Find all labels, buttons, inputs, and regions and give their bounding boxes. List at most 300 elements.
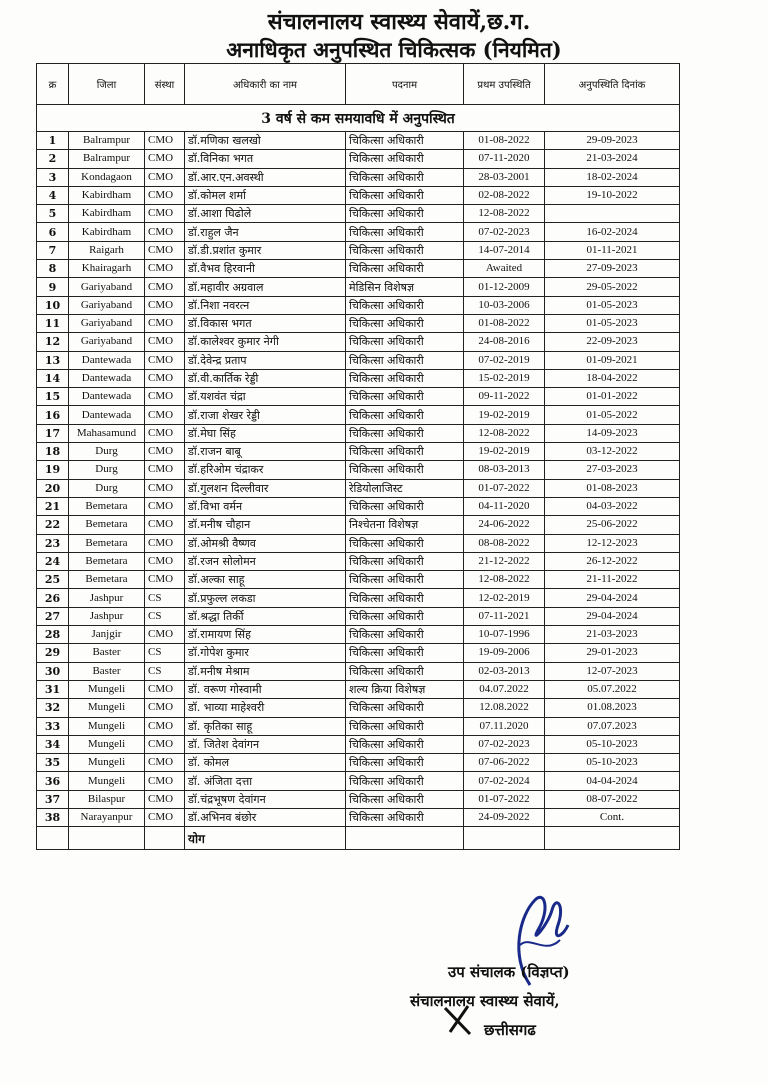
absence-date-cell: 14-09-2023 bbox=[545, 424, 680, 442]
district-cell: Gariyaband bbox=[69, 296, 145, 314]
institution-cell: CMO bbox=[145, 424, 185, 442]
designation-cell: शल्य क्रिया विशेषज्ञ bbox=[346, 680, 464, 698]
district-cell: Bilaspur bbox=[69, 790, 145, 808]
signature-block bbox=[410, 958, 640, 1045]
table-row bbox=[37, 241, 680, 259]
serial-cell: 8 bbox=[37, 260, 69, 278]
serial-cell: 11 bbox=[37, 314, 69, 332]
first-presence-cell: 07-02-2023 bbox=[464, 735, 545, 753]
first-presence-cell: 12.08.2022 bbox=[464, 699, 545, 717]
officer-name-cell: डॉ. अंजिता दत्ता bbox=[185, 772, 346, 790]
designation-cell: चिकित्सा अधिकारी bbox=[346, 132, 464, 150]
absence-date-cell: 03-12-2022 bbox=[545, 443, 680, 461]
table-row bbox=[37, 571, 680, 589]
serial-cell: 21 bbox=[37, 497, 69, 515]
serial-cell: 18 bbox=[37, 443, 69, 461]
table-row bbox=[37, 296, 680, 314]
absent-doctors-table bbox=[36, 63, 680, 850]
officer-name-cell: डॉ.डी.प्रशांत कुमार bbox=[185, 241, 346, 259]
first-presence-cell: 07.11.2020 bbox=[464, 717, 545, 735]
district-cell: Durg bbox=[69, 479, 145, 497]
first-presence-cell: 14-07-2014 bbox=[464, 241, 545, 259]
first-presence-cell: 24-09-2022 bbox=[464, 808, 545, 826]
officer-name-cell: डॉ.गुलशन दिल्लीवार bbox=[185, 479, 346, 497]
absence-date-cell: 05-10-2023 bbox=[545, 735, 680, 753]
district-cell: Bemetara bbox=[69, 552, 145, 570]
absence-date-cell: 08-07-2022 bbox=[545, 790, 680, 808]
absence-date-cell: 01.08.2023 bbox=[545, 699, 680, 717]
table-row bbox=[37, 644, 680, 662]
designation-cell: चिकित्सा अधिकारी bbox=[346, 369, 464, 387]
table-row bbox=[37, 754, 680, 772]
total-empty-cell bbox=[545, 827, 680, 850]
designation-cell: रेडियोलाजिस्ट bbox=[346, 479, 464, 497]
section-row bbox=[37, 105, 680, 132]
institution-cell: CMO bbox=[145, 717, 185, 735]
district-cell: Khairagarh bbox=[69, 260, 145, 278]
district-cell: Kabirdham bbox=[69, 186, 145, 204]
table-row bbox=[37, 406, 680, 424]
designation-cell: चिकित्सा अधिकारी bbox=[346, 571, 464, 589]
first-presence-cell: 07-06-2022 bbox=[464, 754, 545, 772]
officer-name-cell: डॉ.यशवंत चंद्रा bbox=[185, 388, 346, 406]
first-presence-cell: 04.07.2022 bbox=[464, 680, 545, 698]
district-cell: Dantewada bbox=[69, 388, 145, 406]
first-presence-cell: 12-02-2019 bbox=[464, 589, 545, 607]
table-row bbox=[37, 735, 680, 753]
designation-cell: चिकित्सा अधिकारी bbox=[346, 808, 464, 826]
institution-cell: CS bbox=[145, 589, 185, 607]
first-presence-cell: 01-12-2009 bbox=[464, 278, 545, 296]
designation-cell: चिकित्सा अधिकारी bbox=[346, 626, 464, 644]
table-row bbox=[37, 699, 680, 717]
district-cell: Bemetara bbox=[69, 497, 145, 515]
first-presence-cell: 24-08-2016 bbox=[464, 333, 545, 351]
institution-cell: CMO bbox=[145, 241, 185, 259]
institution-cell: CMO bbox=[145, 497, 185, 515]
designation-cell: चिकित्सा अधिकारी bbox=[346, 168, 464, 186]
serial-cell: 4 bbox=[37, 186, 69, 204]
designation-cell: चिकित्सा अधिकारी bbox=[346, 314, 464, 332]
table-row bbox=[37, 150, 680, 168]
designation-cell: चिकित्सा अधिकारी bbox=[346, 735, 464, 753]
district-cell: Baster bbox=[69, 644, 145, 662]
signatory-state: छत्तीसगढ bbox=[484, 1021, 536, 1039]
first-presence-cell: 10-07-1996 bbox=[464, 626, 545, 644]
officer-name-cell: डॉ.राजा शेखर रेड्डी bbox=[185, 406, 346, 424]
institution-cell: CMO bbox=[145, 790, 185, 808]
serial-cell: 25 bbox=[37, 571, 69, 589]
district-cell: Mungeli bbox=[69, 699, 145, 717]
table-row bbox=[37, 589, 680, 607]
serial-cell: 34 bbox=[37, 735, 69, 753]
first-presence-cell: 19-09-2006 bbox=[464, 644, 545, 662]
officer-name-cell: डॉ. वरूण गोस्वामी bbox=[185, 680, 346, 698]
absence-date-cell: 05.07.2022 bbox=[545, 680, 680, 698]
institution-cell: CMO bbox=[145, 754, 185, 772]
first-presence-cell: 02-08-2022 bbox=[464, 186, 545, 204]
institution-cell: CMO bbox=[145, 772, 185, 790]
district-cell: Narayanpur bbox=[69, 808, 145, 826]
institution-cell: CMO bbox=[145, 296, 185, 314]
col-header-first-presence: प्रथम उपस्थिति bbox=[464, 64, 545, 105]
designation-cell: चिकित्सा अधिकारी bbox=[346, 534, 464, 552]
institution-cell: CMO bbox=[145, 351, 185, 369]
institution-cell: CMO bbox=[145, 571, 185, 589]
officer-name-cell: डॉ.कालेश्वर कुमार नेगी bbox=[185, 333, 346, 351]
first-presence-cell: 12-08-2022 bbox=[464, 571, 545, 589]
signatory-office: संचालनालय स्वास्थ्य सेवायें, bbox=[410, 992, 560, 1010]
serial-cell: 14 bbox=[37, 369, 69, 387]
institution-cell: CMO bbox=[145, 223, 185, 241]
first-presence-cell: 02-03-2013 bbox=[464, 662, 545, 680]
title-line-1: संचालनालय स्वास्थ्य सेवायें,छ.ग. bbox=[267, 9, 531, 35]
designation-cell: निश्चेतना विशेषज्ञ bbox=[346, 516, 464, 534]
absence-date-cell: 21-03-2024 bbox=[545, 150, 680, 168]
table-row bbox=[37, 223, 680, 241]
district-cell: Dantewada bbox=[69, 351, 145, 369]
col-header-designation: पदनाम bbox=[346, 64, 464, 105]
table-row bbox=[37, 772, 680, 790]
officer-name-cell: डॉ.प्रफुल्ल लकडा bbox=[185, 589, 346, 607]
serial-cell: 33 bbox=[37, 717, 69, 735]
absence-date-cell: 05-10-2023 bbox=[545, 754, 680, 772]
officer-name-cell: डॉ.विकास भगत bbox=[185, 314, 346, 332]
serial-cell: 1 bbox=[37, 132, 69, 150]
institution-cell: CMO bbox=[145, 333, 185, 351]
institution-cell: CS bbox=[145, 607, 185, 625]
institution-cell: CMO bbox=[145, 534, 185, 552]
first-presence-cell: 01-07-2022 bbox=[464, 479, 545, 497]
absence-date-cell: 25-06-2022 bbox=[545, 516, 680, 534]
institution-cell: CMO bbox=[145, 388, 185, 406]
institution-cell: CMO bbox=[145, 186, 185, 204]
col-header-absence-date: अनुपस्थिति दिनांक bbox=[545, 64, 680, 105]
absence-date-cell: 12-12-2023 bbox=[545, 534, 680, 552]
col-header-officer-name: अधिकारी का नाम bbox=[185, 64, 346, 105]
designation-cell: चिकित्सा अधिकारी bbox=[346, 388, 464, 406]
first-presence-cell: 07-02-2023 bbox=[464, 223, 545, 241]
officer-name-cell: डॉ.महावीर अग्रवाल bbox=[185, 278, 346, 296]
absence-date-cell: 29-05-2022 bbox=[545, 278, 680, 296]
first-presence-cell: 15-02-2019 bbox=[464, 369, 545, 387]
serial-cell: 19 bbox=[37, 461, 69, 479]
institution-cell: CMO bbox=[145, 278, 185, 296]
designation-cell: चिकित्सा अधिकारी bbox=[346, 754, 464, 772]
absence-date-cell: 12-07-2023 bbox=[545, 662, 680, 680]
first-presence-cell: 07-11-2021 bbox=[464, 607, 545, 625]
table-row bbox=[37, 424, 680, 442]
serial-cell: 30 bbox=[37, 662, 69, 680]
district-cell: Durg bbox=[69, 443, 145, 461]
title-line-2: अनाधिकृत अनुपस्थित चिकित्सक (नियमित) bbox=[226, 37, 562, 62]
designation-cell: चिकित्सा अधिकारी bbox=[346, 186, 464, 204]
table-row bbox=[37, 497, 680, 515]
first-presence-cell: 19-02-2019 bbox=[464, 406, 545, 424]
serial-cell: 7 bbox=[37, 241, 69, 259]
table-row bbox=[37, 607, 680, 625]
officer-name-cell: डॉ.अल्का साहू bbox=[185, 571, 346, 589]
institution-cell: CS bbox=[145, 644, 185, 662]
first-presence-cell: 08-08-2022 bbox=[464, 534, 545, 552]
officer-name-cell: डॉ.आशा घिढोले bbox=[185, 205, 346, 223]
officer-name-cell: डॉ.चंद्रभूषण देवांगन bbox=[185, 790, 346, 808]
officer-name-cell: डॉ.मनीष मेश्राम bbox=[185, 662, 346, 680]
col-header-district: जिला bbox=[69, 64, 145, 105]
table-row bbox=[37, 479, 680, 497]
designation-cell: चिकित्सा अधिकारी bbox=[346, 443, 464, 461]
officer-name-cell: डॉ.विभा वर्मन bbox=[185, 497, 346, 515]
absence-date-cell: 29-01-2023 bbox=[545, 644, 680, 662]
officer-name-cell: डॉ.विनिका भगत bbox=[185, 150, 346, 168]
district-cell: Durg bbox=[69, 461, 145, 479]
first-presence-cell: 07-11-2020 bbox=[464, 150, 545, 168]
serial-cell: 6 bbox=[37, 223, 69, 241]
absence-date-cell: 01-01-2022 bbox=[545, 388, 680, 406]
table-row bbox=[37, 443, 680, 461]
table-header-row bbox=[37, 64, 680, 105]
officer-name-cell: डॉ.देवेन्द्र प्रताप bbox=[185, 351, 346, 369]
first-presence-cell: 04-11-2020 bbox=[464, 497, 545, 515]
table-row bbox=[37, 662, 680, 680]
designation-cell: चिकित्सा अधिकारी bbox=[346, 644, 464, 662]
designation-cell: चिकित्सा अधिकारी bbox=[346, 662, 464, 680]
district-cell: Kabirdham bbox=[69, 205, 145, 223]
district-cell: Dantewada bbox=[69, 369, 145, 387]
section-title: 3 वर्ष से कम समयावधि में अनुपस्थित bbox=[37, 105, 680, 132]
institution-cell: CMO bbox=[145, 205, 185, 223]
col-header-institution: संस्था bbox=[145, 64, 185, 105]
first-presence-cell: 12-08-2022 bbox=[464, 205, 545, 223]
district-cell: Dantewada bbox=[69, 406, 145, 424]
district-cell: Mungeli bbox=[69, 754, 145, 772]
absence-date-cell: 29-04-2024 bbox=[545, 607, 680, 625]
serial-cell: 36 bbox=[37, 772, 69, 790]
table-row bbox=[37, 516, 680, 534]
serial-cell: 13 bbox=[37, 351, 69, 369]
serial-cell: 24 bbox=[37, 552, 69, 570]
district-cell: Jashpur bbox=[69, 589, 145, 607]
officer-name-cell: डॉ.ओमश्री वैष्णव bbox=[185, 534, 346, 552]
absence-date-cell: 18-04-2022 bbox=[545, 369, 680, 387]
designation-cell: चिकित्सा अधिकारी bbox=[346, 699, 464, 717]
first-presence-cell: 19-02-2019 bbox=[464, 443, 545, 461]
first-presence-cell: 24-06-2022 bbox=[464, 516, 545, 534]
serial-cell: 3 bbox=[37, 168, 69, 186]
district-cell: Mungeli bbox=[69, 735, 145, 753]
institution-cell: CMO bbox=[145, 516, 185, 534]
absence-date-cell: 01-08-2023 bbox=[545, 479, 680, 497]
designation-cell: चिकित्सा अधिकारी bbox=[346, 589, 464, 607]
first-presence-cell: 01-08-2022 bbox=[464, 132, 545, 150]
district-cell: Gariyaband bbox=[69, 278, 145, 296]
designation-cell: चिकित्सा अधिकारी bbox=[346, 461, 464, 479]
district-cell: Raigarh bbox=[69, 241, 145, 259]
designation-cell: मेडिसिन विशेषज्ञ bbox=[346, 278, 464, 296]
table-row bbox=[37, 680, 680, 698]
designation-cell: चिकित्सा अधिकारी bbox=[346, 351, 464, 369]
district-cell: Mungeli bbox=[69, 772, 145, 790]
absence-date-cell: 26-12-2022 bbox=[545, 552, 680, 570]
institution-cell: CMO bbox=[145, 461, 185, 479]
serial-cell: 37 bbox=[37, 790, 69, 808]
table-row bbox=[37, 351, 680, 369]
institution-cell: CMO bbox=[145, 699, 185, 717]
officer-name-cell: डॉ.वी.कार्तिक रेड्डी bbox=[185, 369, 346, 387]
institution-cell: CMO bbox=[145, 735, 185, 753]
designation-cell: चिकित्सा अधिकारी bbox=[346, 260, 464, 278]
table-row bbox=[37, 534, 680, 552]
serial-cell: 29 bbox=[37, 644, 69, 662]
serial-cell: 2 bbox=[37, 150, 69, 168]
district-cell: Balrampur bbox=[69, 132, 145, 150]
total-label: योग bbox=[185, 827, 346, 850]
officer-name-cell: डॉ. कृतिका साहू bbox=[185, 717, 346, 735]
first-presence-cell: 12-08-2022 bbox=[464, 424, 545, 442]
officer-name-cell: डॉ. भाव्या माहेश्वरी bbox=[185, 699, 346, 717]
table-row bbox=[37, 314, 680, 332]
absence-date-cell: 27-09-2023 bbox=[545, 260, 680, 278]
first-presence-cell: Awaited bbox=[464, 260, 545, 278]
table-row bbox=[37, 260, 680, 278]
table-row bbox=[37, 808, 680, 826]
absence-date-cell: 04-04-2024 bbox=[545, 772, 680, 790]
first-presence-cell: 09-11-2022 bbox=[464, 388, 545, 406]
officer-name-cell: डॉ.मनीष चौहान bbox=[185, 516, 346, 534]
first-presence-cell: 10-03-2006 bbox=[464, 296, 545, 314]
serial-cell: 28 bbox=[37, 626, 69, 644]
officer-name-cell: डॉ.अभिनव बंछोर bbox=[185, 808, 346, 826]
serial-cell: 9 bbox=[37, 278, 69, 296]
designation-cell: चिकित्सा अधिकारी bbox=[346, 150, 464, 168]
first-presence-cell: 21-12-2022 bbox=[464, 552, 545, 570]
designation-cell: चिकित्सा अधिकारी bbox=[346, 241, 464, 259]
table-row bbox=[37, 369, 680, 387]
designation-cell: चिकित्सा अधिकारी bbox=[346, 717, 464, 735]
designation-cell: चिकित्सा अधिकारी bbox=[346, 205, 464, 223]
institution-cell: CMO bbox=[145, 150, 185, 168]
institution-cell: CMO bbox=[145, 314, 185, 332]
institution-cell: CMO bbox=[145, 808, 185, 826]
district-cell: Bemetara bbox=[69, 534, 145, 552]
col-header-serial: क्र bbox=[37, 64, 69, 105]
serial-cell: 27 bbox=[37, 607, 69, 625]
institution-cell: CMO bbox=[145, 626, 185, 644]
signatory-designation: उप संचालक (विज्ञप्त) bbox=[448, 963, 570, 981]
table-row bbox=[37, 626, 680, 644]
serial-cell: 5 bbox=[37, 205, 69, 223]
first-presence-cell: 07-02-2024 bbox=[464, 772, 545, 790]
designation-cell: चिकित्सा अधिकारी bbox=[346, 607, 464, 625]
district-cell: Baster bbox=[69, 662, 145, 680]
serial-cell: 35 bbox=[37, 754, 69, 772]
officer-name-cell: डॉ. कोमल bbox=[185, 754, 346, 772]
officer-name-cell: डॉ.राजन बाबू bbox=[185, 443, 346, 461]
designation-cell: चिकित्सा अधिकारी bbox=[346, 223, 464, 241]
table-row bbox=[37, 132, 680, 150]
serial-cell: 23 bbox=[37, 534, 69, 552]
absence-date-cell: 22-09-2023 bbox=[545, 333, 680, 351]
district-cell: Mungeli bbox=[69, 717, 145, 735]
absence-date-cell: Cont. bbox=[545, 808, 680, 826]
officer-name-cell: डॉ.श्रद्धा तिर्की bbox=[185, 607, 346, 625]
table-row bbox=[37, 168, 680, 186]
district-cell: Mahasamund bbox=[69, 424, 145, 442]
district-cell: Janjgir bbox=[69, 626, 145, 644]
officer-name-cell: डॉ.मेघा सिंह bbox=[185, 424, 346, 442]
absence-date-cell: 19-10-2022 bbox=[545, 186, 680, 204]
designation-cell: चिकित्सा अधिकारी bbox=[346, 296, 464, 314]
first-presence-cell: 01-07-2022 bbox=[464, 790, 545, 808]
serial-cell: 17 bbox=[37, 424, 69, 442]
district-cell: Jashpur bbox=[69, 607, 145, 625]
serial-cell: 20 bbox=[37, 479, 69, 497]
officer-name-cell: डॉ.कोमल शर्मा bbox=[185, 186, 346, 204]
institution-cell: CMO bbox=[145, 369, 185, 387]
table-row bbox=[37, 205, 680, 223]
institution-cell: CMO bbox=[145, 552, 185, 570]
institution-cell: CMO bbox=[145, 680, 185, 698]
district-cell: Balrampur bbox=[69, 150, 145, 168]
officer-name-cell: डॉ.निशा नवरत्न bbox=[185, 296, 346, 314]
absence-date-cell: 01-05-2023 bbox=[545, 296, 680, 314]
serial-cell: 16 bbox=[37, 406, 69, 424]
absence-date-cell bbox=[545, 205, 680, 223]
officer-name-cell: डॉ.मणिका खलखो bbox=[185, 132, 346, 150]
total-empty-cell bbox=[464, 827, 545, 850]
table-row bbox=[37, 790, 680, 808]
institution-cell: CMO bbox=[145, 406, 185, 424]
absence-date-cell: 21-03-2023 bbox=[545, 626, 680, 644]
designation-cell: चिकित्सा अधिकारी bbox=[346, 772, 464, 790]
table-row bbox=[37, 388, 680, 406]
absence-date-cell: 29-04-2024 bbox=[545, 589, 680, 607]
serial-cell: 22 bbox=[37, 516, 69, 534]
district-cell: Mungeli bbox=[69, 680, 145, 698]
district-cell: Gariyaband bbox=[69, 314, 145, 332]
table-row bbox=[37, 278, 680, 296]
serial-cell: 38 bbox=[37, 808, 69, 826]
officer-name-cell: डॉ.रामायण सिंह bbox=[185, 626, 346, 644]
absence-date-cell: 01-05-2023 bbox=[545, 314, 680, 332]
officer-name-cell: डॉ.राहुल जैन bbox=[185, 223, 346, 241]
institution-cell: CMO bbox=[145, 132, 185, 150]
table-row bbox=[37, 552, 680, 570]
designation-cell: चिकित्सा अधिकारी bbox=[346, 552, 464, 570]
institution-cell: CMO bbox=[145, 479, 185, 497]
table-row bbox=[37, 717, 680, 735]
first-presence-cell: 28-03-2001 bbox=[464, 168, 545, 186]
district-cell: Bemetara bbox=[69, 516, 145, 534]
designation-cell: चिकित्सा अधिकारी bbox=[346, 406, 464, 424]
officer-name-cell: डॉ.हरिओम चंद्राकर bbox=[185, 461, 346, 479]
absence-date-cell: 04-03-2022 bbox=[545, 497, 680, 515]
designation-cell: चिकित्सा अधिकारी bbox=[346, 333, 464, 351]
absence-date-cell: 01-05-2022 bbox=[545, 406, 680, 424]
officer-name-cell: डॉ. जितेश देवांगन bbox=[185, 735, 346, 753]
district-cell: Gariyaband bbox=[69, 333, 145, 351]
table-row bbox=[37, 333, 680, 351]
officer-name-cell: डॉ.वैभव हिरवानी bbox=[185, 260, 346, 278]
serial-cell: 26 bbox=[37, 589, 69, 607]
officer-name-cell: डॉ.आर.एन.अवस्थी bbox=[185, 168, 346, 186]
absence-date-cell: 01-11-2021 bbox=[545, 241, 680, 259]
serial-cell: 12 bbox=[37, 333, 69, 351]
absence-date-cell: 27-03-2023 bbox=[545, 461, 680, 479]
district-cell: Bemetara bbox=[69, 571, 145, 589]
absence-date-cell: 01-09-2021 bbox=[545, 351, 680, 369]
officer-name-cell: डॉ.गोपेश कुमार bbox=[185, 644, 346, 662]
